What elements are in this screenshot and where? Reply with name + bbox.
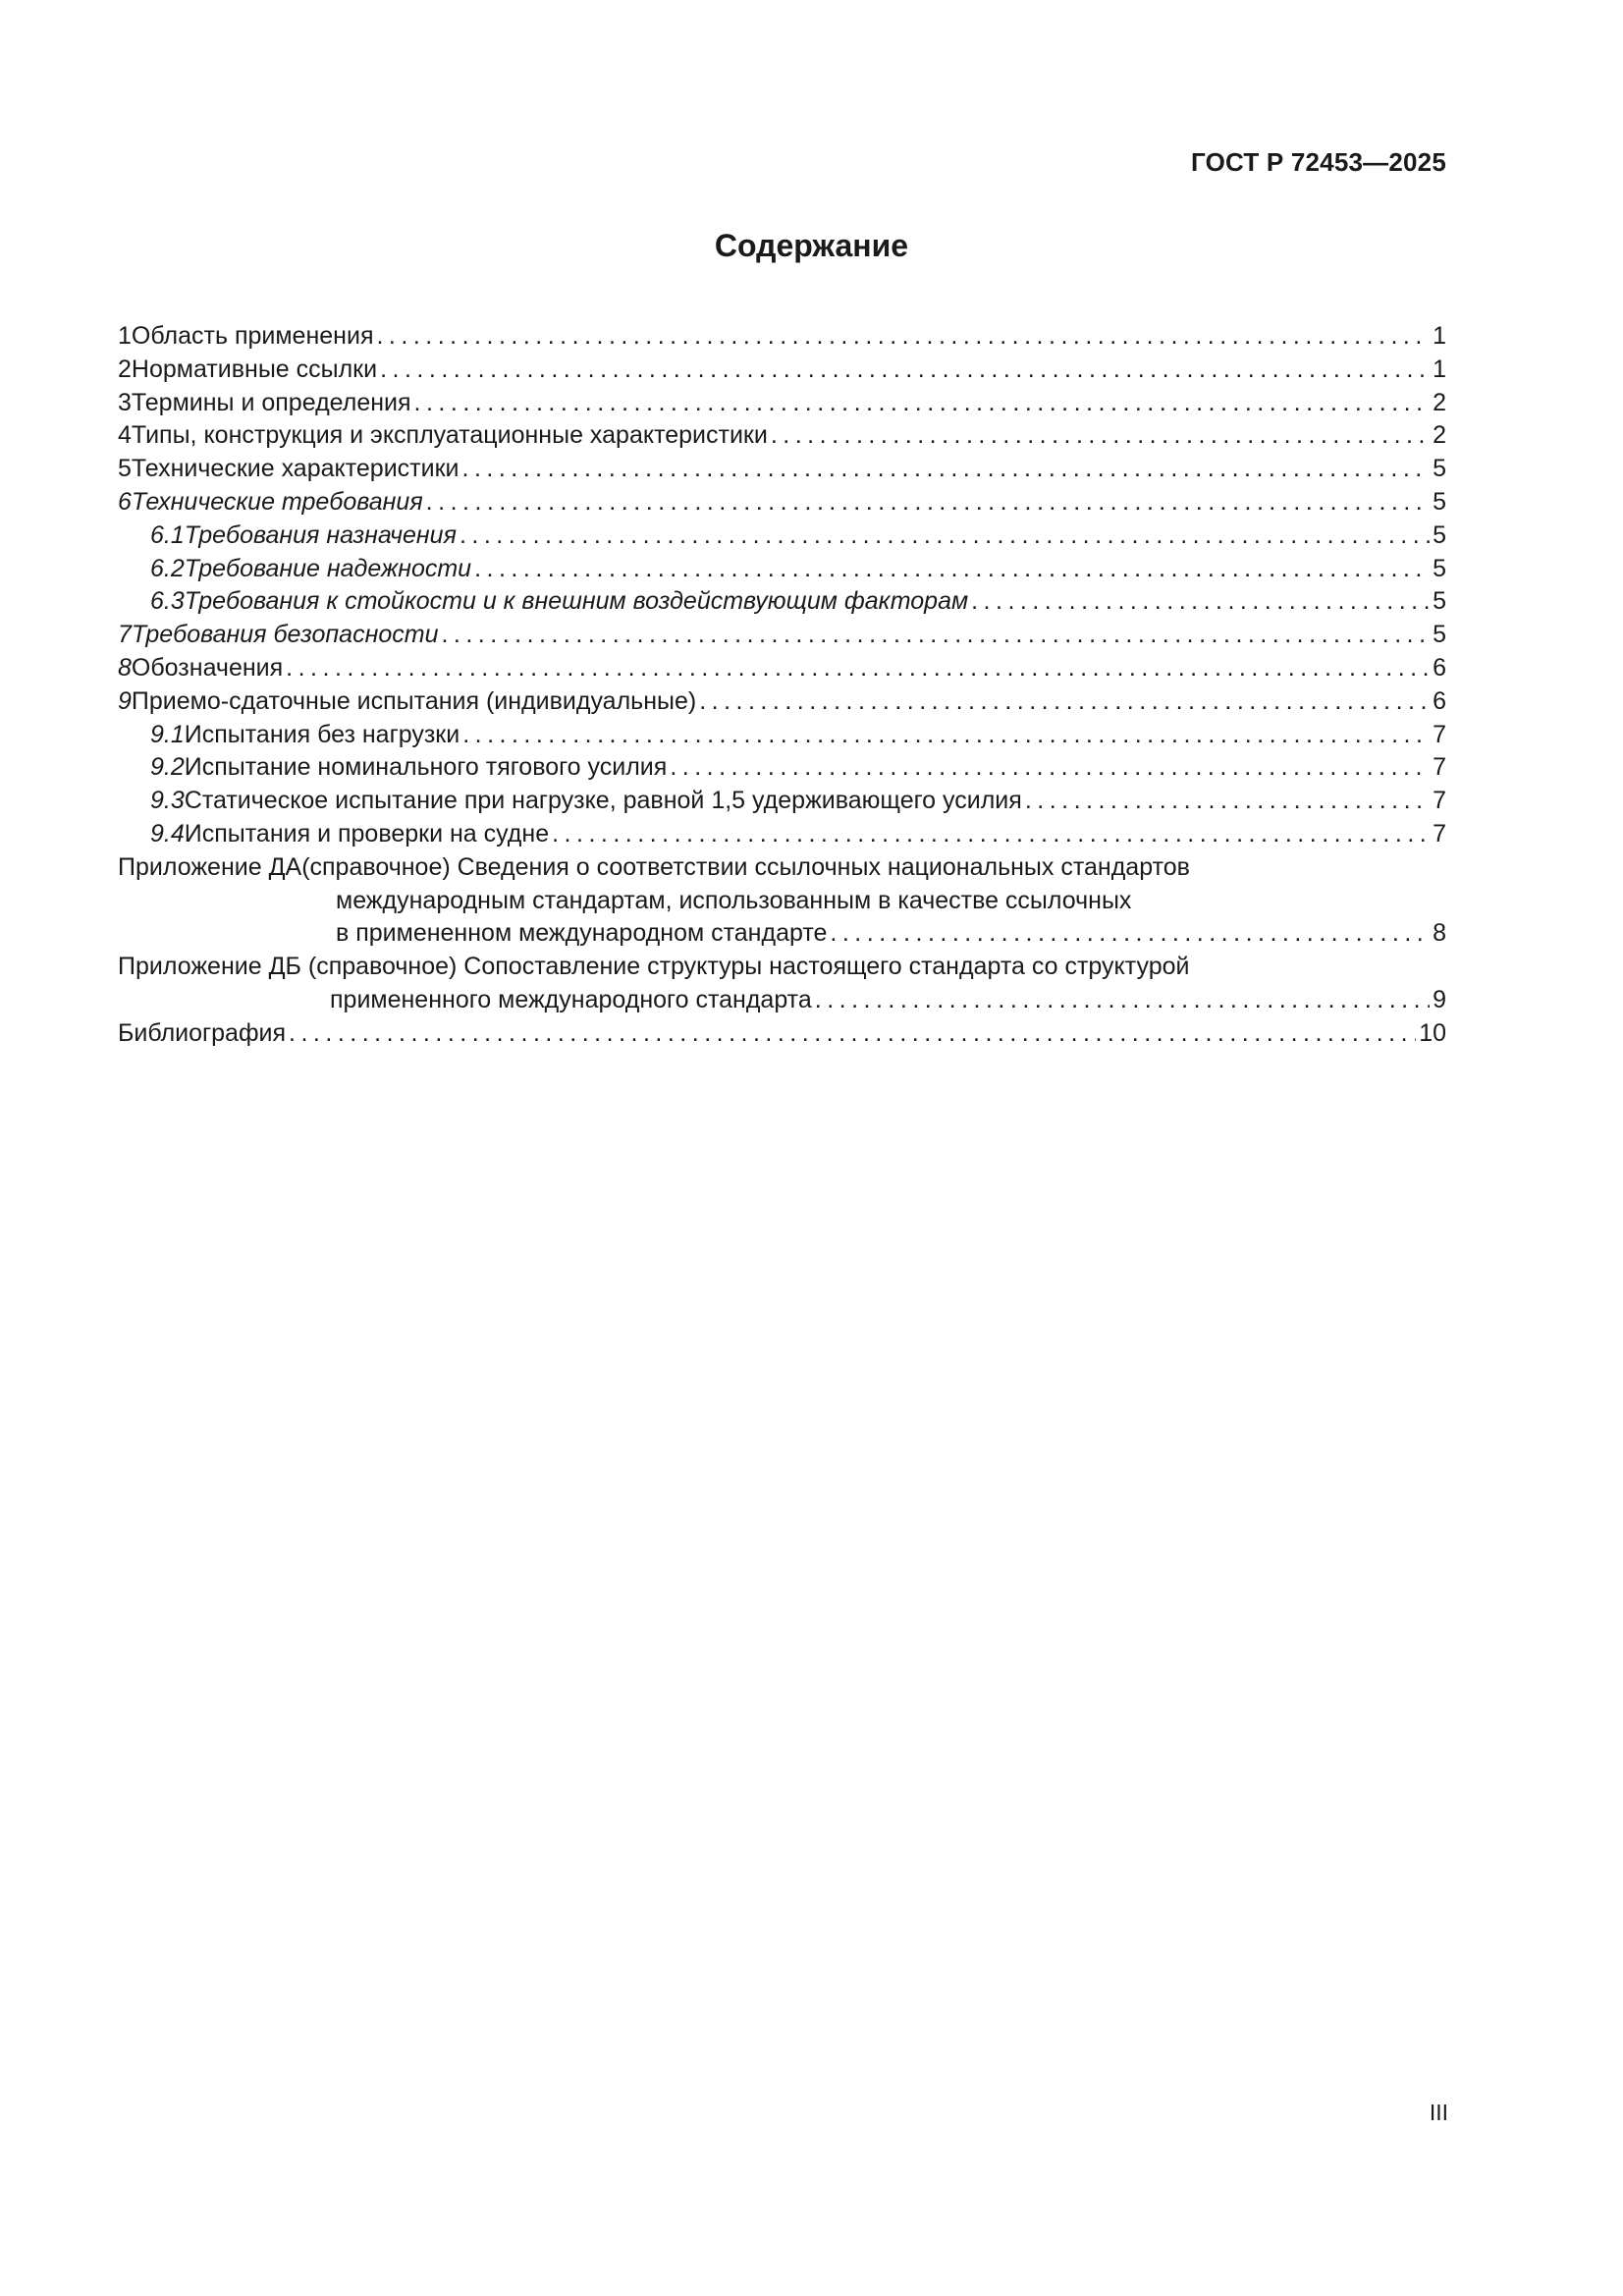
dot-leader (699, 685, 1430, 719)
toc-entry[interactable] (118, 585, 1446, 619)
toc-entry-number: 1 (118, 322, 132, 350)
toc-entries (118, 320, 1446, 851)
appendix-da-line2: международным стандартам, использованным в качестве ссылочных (336, 886, 1132, 914)
appendix-da-line1: (справочное) Сведения о соответствии ссылочных национальных стандартов (301, 852, 1190, 881)
toc-entry[interactable] (118, 652, 1446, 685)
dot-leader (462, 719, 1430, 752)
toc-entry-number: 3 (118, 388, 132, 416)
toc-entry-number: 6.3 (150, 587, 185, 616)
toc-entry[interactable] (118, 719, 1446, 752)
toc-entry-number: 8 (118, 653, 132, 682)
toc-entry-label: Испытания без нагрузки (184, 720, 460, 748)
toc-entry[interactable] (118, 619, 1446, 652)
toc-entry[interactable] (118, 354, 1446, 387)
toc-entry-number: 9.4 (150, 819, 185, 847)
dot-leader (552, 818, 1430, 851)
toc-entry-page: 7 (1433, 720, 1446, 748)
toc-entry-page: 7 (1433, 787, 1446, 815)
toc-entry-page: 1 (1433, 322, 1446, 350)
dot-leader (380, 354, 1430, 387)
dot-leader (1025, 785, 1430, 818)
appendix-db-line1: (справочное) Сопоставление структуры настоящего стандарта со структурой (307, 953, 1190, 981)
toc-entry-number: 6.1 (150, 520, 185, 549)
page-number: III (1429, 2100, 1448, 2125)
toc-entry-label: Область применения (131, 322, 374, 350)
toc-entry-label: Термины и определения (131, 388, 411, 416)
toc-entry[interactable] (118, 453, 1446, 486)
toc-entry-label: Нормативные ссылки (131, 355, 378, 383)
appendix-db-line2: примененного международного стандарта (330, 985, 812, 1013)
toc-entry-label: Требования к стойкости и к внешним воздействующим факторам (184, 587, 969, 616)
toc-entry-page: 2 (1433, 388, 1446, 416)
toc-entry-number: 9 (118, 686, 132, 715)
toc-appendix-db[interactable] (118, 951, 1446, 1017)
toc-entry[interactable] (118, 387, 1446, 420)
toc-entry-number: 9.2 (150, 753, 185, 782)
toc-entry-number: 7 (118, 621, 132, 649)
toc-entry-page: 5 (1433, 520, 1446, 549)
toc-entry[interactable] (118, 419, 1446, 453)
dot-leader (426, 486, 1430, 519)
dot-leader (815, 984, 1430, 1017)
toc-entry-page: 5 (1433, 487, 1446, 516)
dot-leader (376, 320, 1430, 354)
dot-leader (460, 519, 1430, 553)
toc-entry-number: 4 (118, 421, 132, 450)
dot-leader (830, 917, 1430, 951)
toc-entry-number: 6.2 (150, 554, 185, 582)
toc-entry[interactable] (118, 519, 1446, 553)
dot-leader (771, 419, 1430, 453)
toc-entry-number: 2 (118, 355, 132, 383)
document-code: ГОСТ Р 72453—2025 (1191, 147, 1446, 177)
toc-entry-label: Испытания и проверки на судне (184, 819, 550, 847)
toc-entry-page: 6 (1433, 686, 1446, 715)
toc-entry-label: Типы, конструкция и эксплуатационные характеристики (131, 421, 768, 450)
toc-entry-number: 9.1 (150, 720, 185, 748)
appendix-db-page: 9 (1433, 985, 1446, 1013)
toc-entry-number: 9.3 (150, 787, 185, 815)
toc-entry[interactable] (118, 785, 1446, 818)
toc-bibliography[interactable] (118, 1017, 1446, 1051)
toc-entry-label: Требование надежности (184, 554, 472, 582)
toc-entry-page: 6 (1433, 653, 1446, 682)
table-of-contents (118, 320, 1446, 1051)
toc-entry-label: Статическое испытание при нагрузке, равной 1,5 удерживающего усилия (184, 787, 1022, 815)
toc-entry-page: 5 (1433, 587, 1446, 616)
dot-leader (462, 453, 1431, 486)
toc-entry-page: 7 (1433, 753, 1446, 782)
toc-appendix-da[interactable] (118, 851, 1446, 951)
dot-leader (286, 652, 1430, 685)
dot-leader (670, 751, 1430, 785)
appendix-db-prefix: Приложение ДБ (118, 953, 301, 981)
dot-leader (414, 387, 1431, 420)
appendix-da-prefix: Приложение ДА (118, 852, 302, 881)
toc-entry[interactable] (118, 553, 1446, 586)
bibliography-page: 10 (1419, 1018, 1446, 1047)
toc-entry-number: 6 (118, 487, 132, 516)
toc-entry-label: Технические характеристики (131, 455, 460, 483)
toc-entry-label: Требования назначения (184, 520, 457, 549)
toc-entry-page: 1 (1433, 355, 1446, 383)
toc-entry[interactable] (118, 486, 1446, 519)
bibliography-label: Библиография (118, 1018, 287, 1047)
toc-entry-number: 5 (118, 455, 132, 483)
dot-leader (971, 585, 1430, 619)
toc-entry[interactable] (118, 685, 1446, 719)
toc-entry-page: 5 (1433, 621, 1446, 649)
dot-leader (474, 553, 1430, 586)
page-title: Содержание (714, 228, 909, 263)
toc-entry-label: Обозначения (131, 653, 284, 682)
dot-leader (289, 1017, 1416, 1051)
toc-entry[interactable] (118, 320, 1446, 354)
appendix-da-line3: в примененном международном стандарте (336, 919, 828, 948)
toc-entry-label: Требования безопасности (131, 621, 439, 649)
dot-leader (441, 619, 1430, 652)
toc-entry[interactable] (118, 751, 1446, 785)
toc-entry-page: 5 (1433, 455, 1446, 483)
toc-entry[interactable] (118, 818, 1446, 851)
toc-entry-label: Испытание номинального тягового усилия (184, 753, 668, 782)
toc-entry-page: 2 (1433, 421, 1446, 450)
toc-entry-label: Технические требования (131, 487, 423, 516)
toc-entry-page: 7 (1433, 819, 1446, 847)
toc-entry-page: 5 (1433, 554, 1446, 582)
appendix-da-page: 8 (1433, 919, 1446, 948)
toc-entry-label: Приемо-сдаточные испытания (индивидуальные) (131, 686, 697, 715)
